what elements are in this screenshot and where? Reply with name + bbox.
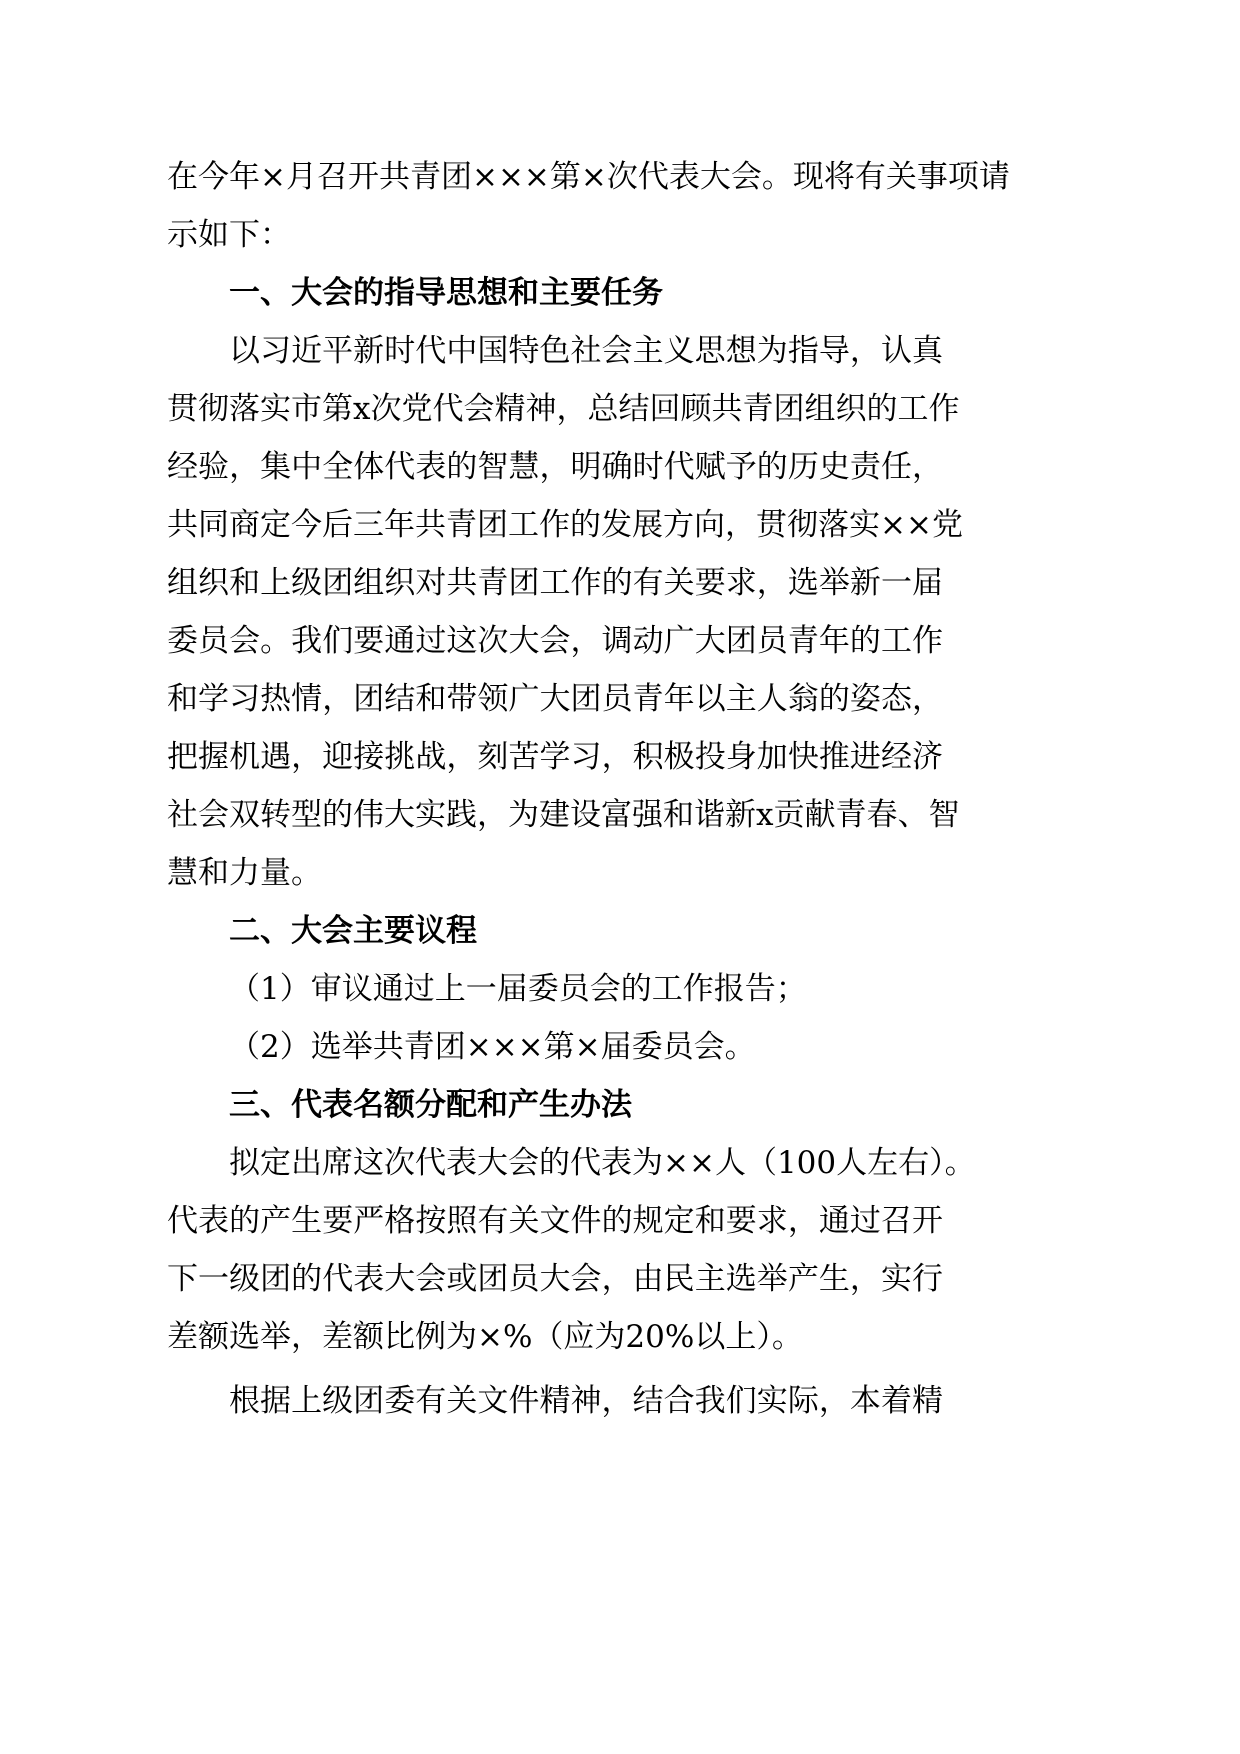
section-heading-1: 一、大会的指导思想和主要任务: [229, 275, 663, 311]
paragraph-line: 以习近平新时代中国特色社会主义思想为指导，认真: [229, 333, 943, 369]
paragraph-line: 经验，集中全体代表的智慧，明确时代赋予的历史责任，: [167, 449, 943, 485]
agenda-item-1: （1）审议通过上一届委员会的工作报告；: [229, 971, 807, 1007]
paragraph-line: 慧和力量。: [167, 855, 322, 891]
paragraph-line: 代表的产生要严格按照有关文件的规定和要求，通过召开: [167, 1203, 943, 1239]
paragraph-line: 委员会。我们要通过这次大会，调动广大团员青年的工作: [167, 623, 943, 659]
paragraph-line: 根据上级团委有关文件精神，结合我们实际，本着精: [229, 1383, 943, 1419]
paragraph-line: 差额选举，差额比例为×%（应为20%以上）。: [167, 1319, 803, 1355]
paragraph-line: 把握机遇，迎接挑战，刻苦学习，积极投身加快推进经济: [167, 739, 943, 775]
paragraph-line: 社会双转型的伟大实践，为建设富强和谐新x贡献青春、智: [167, 797, 960, 833]
paragraph-line: 组织和上级团组织对共青团工作的有关要求，选举新一届: [167, 565, 943, 601]
paragraph-line: 贯彻落实市第x次党代会精神，总结回顾共青团组织的工作: [167, 391, 960, 427]
paragraph-line: 在今年×月召开共青团×××第×次代表大会。现将有关事项请: [167, 159, 1010, 195]
paragraph-line: 下一级团的代表大会或团员大会，由民主选举产生，实行: [167, 1261, 943, 1297]
section-heading-3: 三、代表名额分配和产生办法: [229, 1087, 632, 1123]
agenda-item-2: （2）选举共青团×××第×届委员会。: [229, 1029, 756, 1065]
document-page: [167, 148, 1010, 1430]
paragraph-line: 和学习热情，团结和带领广大团员青年以主人翁的姿态，: [167, 681, 943, 717]
paragraph-line: 示如下：: [167, 217, 291, 253]
section-heading-2: 二、大会主要议程: [229, 913, 477, 949]
paragraph-line: 拟定出席这次代表大会的代表为××人（100人左右）。: [229, 1145, 976, 1181]
paragraph-line: 共同商定今后三年共青团工作的发展方向，贯彻落实××党: [167, 507, 963, 543]
